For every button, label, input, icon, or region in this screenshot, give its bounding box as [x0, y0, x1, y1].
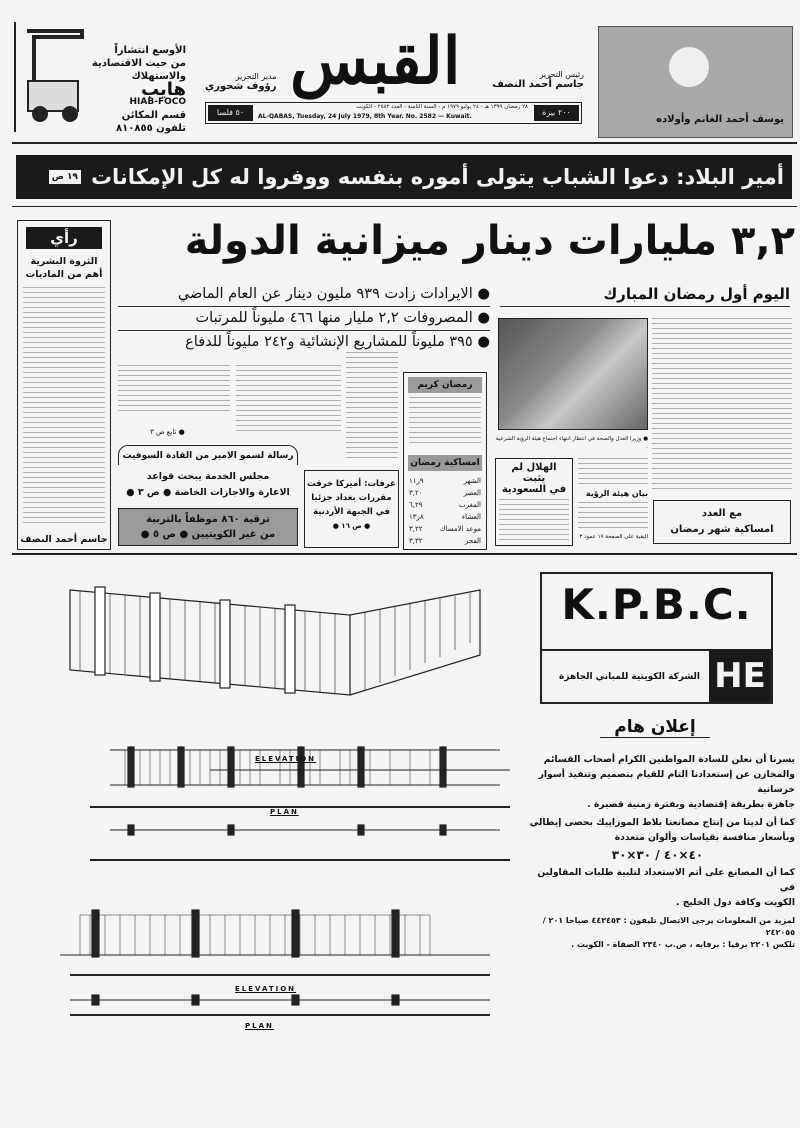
council-line: مجلس الخدمة يبحث قواعد — [146, 471, 270, 482]
article-body — [346, 352, 398, 462]
kpbc-telex: تلكس ٢٢٠١ برقيا : برفابه ، ص.ب ٢٣٤٠ الصفاة - الكويت . — [571, 940, 795, 949]
promotion-line: من غير الكويتيين ● ص ٥ ● — [140, 529, 276, 540]
hilal-box — [495, 458, 573, 546]
prayer-time: ٣,٢٢ — [409, 525, 423, 533]
arafat-line: عرفات: أميركا خرقت — [307, 479, 396, 489]
article-body — [409, 397, 481, 447]
bullet: ● المصروفات ٢,٢ مليار منها ٤٦٦ مليوناً للمرتبات — [118, 307, 490, 331]
body-line: وبأسعار منافسة بقياسات وألوان متعددة — [614, 832, 795, 843]
prayer-name: موعد الامساك — [439, 525, 481, 533]
bullet-text: المصروفات ٢,٢ مليار منها ٤٦٦ مليوناً للمرتبات — [195, 310, 473, 326]
imsakia-table — [409, 475, 481, 547]
logo: القبس — [290, 24, 461, 99]
bullet: ● ٣٩٥ مليوناً للمشاريع الإنشائية و٢٤٢ مليوناً للدفاع — [185, 334, 490, 350]
council-line: الاعارة والاجازات الخاصة ● ص ٣ ● — [126, 487, 290, 498]
imsakia-row — [409, 475, 481, 487]
plan-label: PLAN — [270, 808, 299, 816]
with-issue-line: مع العدد — [701, 508, 743, 519]
divider — [12, 553, 797, 555]
prayer-name: العصر — [463, 489, 481, 497]
amir-message — [118, 445, 298, 465]
elevation-label: ELEVATION — [255, 755, 317, 763]
main-headline: ٣,٢ مليارات دينار ميزانية الدولة — [184, 218, 795, 264]
bullet: ● الايرادات زادت ٩٣٩ مليون دينار عن العام الماضي — [118, 283, 490, 307]
continued-link[interactable]: البقية على الصفحة ١٧ عمود ٣ — [579, 534, 648, 540]
prayer-name: المغرب — [459, 501, 481, 509]
ghanim-ad — [598, 26, 793, 138]
prayer-name: العشاء — [461, 513, 481, 521]
arafat-line: في الجبهة الأردنية — [313, 507, 390, 517]
body-line: يسرنا أن نعلن للسادة المواطنين الكرام أصحاب القسائم — [543, 754, 795, 765]
editor-in-chief — [488, 70, 584, 90]
body-line: جاهزة بطريقة إقتصادية وبفترة زمنية قصيرة . — [587, 799, 795, 810]
dateline-strip — [205, 102, 582, 124]
hilal-title: الهلال لم يثبت — [511, 462, 557, 484]
imsakia-row — [409, 523, 481, 535]
prayer-time: ٦,٢٩ — [409, 501, 423, 509]
arafat-box — [304, 470, 399, 548]
banner-headline: أمير البلاد: دعوا الشباب يتولى أموره بنفسه ووفروا له كل الإمكانات — [90, 165, 784, 189]
promotion-line: ترقية ٨٦٠ موظفاً بالتربية — [146, 514, 270, 525]
title-line: أهم من الماديات — [25, 269, 103, 280]
article-body — [118, 365, 230, 415]
top-banner — [16, 155, 792, 199]
divider — [12, 206, 797, 207]
dateline-en: AL-QABAS, Tuesday, 24 July 1979, 8th Year. No. 2582 — Kuwait. — [258, 113, 472, 120]
article-body — [652, 318, 792, 430]
arafat-line: مقررات بغداد جزئيا — [311, 493, 392, 503]
bullet-text: الايرادات زادت ٩٣٩ مليون دينار عن العام الماضي — [177, 286, 473, 302]
ad-line: من حيث الاقتصادية — [91, 58, 186, 69]
prayer-time: ٩ر١١ — [409, 477, 424, 485]
headline-bullets — [118, 283, 490, 354]
hilal-title: في السعودية — [501, 484, 567, 495]
officials-photo — [498, 318, 648, 430]
ramadan-kareem-box — [403, 372, 487, 550]
imsakia-header: امساكية رمضان — [408, 455, 482, 471]
imsakia-row — [409, 499, 481, 511]
hiab-ad — [14, 22, 194, 132]
council-story — [116, 469, 300, 501]
label: رئيس التحرير — [539, 70, 584, 79]
kpbc-body — [520, 752, 795, 951]
article-body — [499, 499, 569, 543]
kpbc-contact: لمزيد من المعلومات يرجى الاتصال تليفون : ٤٤٢٤٥٣ صباحا ٢٠١ / ٢٤٢٠٥٥ — [542, 916, 795, 937]
kpbc-emblem-icon: HE — [709, 650, 771, 702]
body-line: والمخازن عن إستعدادنا التام للقيام بتصميم وتنفيذ أسوار خرسانية — [538, 769, 795, 795]
price-left: ٥٠ فلسا — [208, 105, 253, 121]
promotion-box — [118, 508, 298, 546]
arafat-page[interactable]: ● ص ١٦ ● — [332, 522, 371, 530]
prayer-time: ٣,٢٠ — [409, 489, 423, 497]
ramadan-subheading: بيان هيئة الرؤية — [585, 489, 648, 498]
imsakia-row — [409, 535, 481, 547]
body-line: كما أن المصانع على أتم الاستعداد لتلبية طلبات المقاولين في — [537, 867, 795, 893]
kpbc-title: إعلان هام — [600, 717, 710, 738]
brand-emblem-icon — [669, 47, 709, 87]
article-body — [652, 433, 792, 493]
imsakia-row — [409, 487, 481, 499]
ad-brand: هايب — [140, 79, 186, 100]
tile-sizes: ٤٠×٤٠ / ٣٠×٣٠ — [611, 848, 704, 862]
article-body — [236, 365, 341, 435]
kpbc-company: الشركة الكويتية للمباني الجاهزة — [559, 672, 700, 682]
prayer-name: الشهر — [463, 477, 481, 485]
article-body — [578, 458, 648, 486]
ad-brand: يوسف أحمد الغانم وأولاده — [656, 114, 784, 125]
opinion-column — [17, 220, 111, 550]
body-line: الكويت وكافة دول الخليج . — [676, 897, 795, 908]
body-line: كما أن لدينا من إنتاج مصانعنا بلاط الموزاييك بحصى إيطالي — [529, 817, 795, 828]
label: مدير التحرير — [235, 72, 277, 81]
price-right: ٢٠٠ بيزة — [534, 105, 579, 121]
kpbc-logo: K.P.B.C. — [561, 580, 752, 629]
continued-link[interactable]: ● تابع ص ٣ — [150, 428, 185, 436]
prayer-time: ٣,٣٢ — [409, 537, 423, 545]
crane-truck-icon — [22, 26, 92, 126]
opinion-author: جاسم أحمد النصف — [20, 534, 108, 545]
opinion-header: رأي — [26, 227, 102, 249]
amir-message-text: رسالة لسمو الامير من القادة السوفيت — [122, 451, 294, 461]
article-body — [578, 502, 648, 530]
managing-editor — [205, 72, 277, 92]
with-issue-line: امساكية شهر رمضان — [670, 524, 774, 535]
plan-label: PLAN — [245, 1022, 274, 1030]
photo-caption: ● وزيرا العدل والصحة في انتظار انتهاء اجتماع هيئة الرؤية الشرعية . — [495, 436, 648, 450]
divider — [12, 142, 797, 144]
ramadan-title: اليوم أول رمضان المبارك — [500, 285, 790, 307]
name: جاسم أحمد النصف — [492, 79, 584, 90]
ad-line: الأوسع انتشاراً — [114, 45, 186, 56]
ad-brand-en: HIAB-FOCO — [129, 97, 186, 107]
prayer-name: الفجر — [465, 537, 481, 545]
opinion-title — [20, 255, 108, 281]
title-line: الثروة البشرية — [30, 256, 98, 267]
ramadan-kareem-header: رمضان كريم — [408, 377, 482, 393]
elevation-label: ELEVATION — [235, 985, 297, 993]
article-body — [23, 287, 105, 527]
dateline-ar: ٢٨ رمضان ١٣٩٩ هـ - ٢٤ يوليو ١٩٧٩ م - السنة الثامنة - العدد ٢٥٨٢ - الكويت — [356, 104, 528, 110]
imsakia-row — [409, 511, 481, 523]
bullet-text: ٣٩٥ مليوناً للمشاريع الإنشائية و٢٤٢ مليوناً للدفاع — [185, 334, 473, 350]
prayer-time: ٨ر١٣ — [409, 513, 424, 521]
ad-line: والاستهلاك — [131, 71, 186, 82]
name: رؤوف شحوري — [205, 81, 277, 92]
ad-dept: قسم المكائن — [121, 110, 186, 121]
banner-page: ١٩ ص — [49, 170, 81, 184]
with-issue-box — [653, 500, 791, 544]
ad-phone: تلفون ٨١٠٨٥٥ — [116, 123, 186, 134]
kpbc-logo-box — [540, 572, 773, 704]
